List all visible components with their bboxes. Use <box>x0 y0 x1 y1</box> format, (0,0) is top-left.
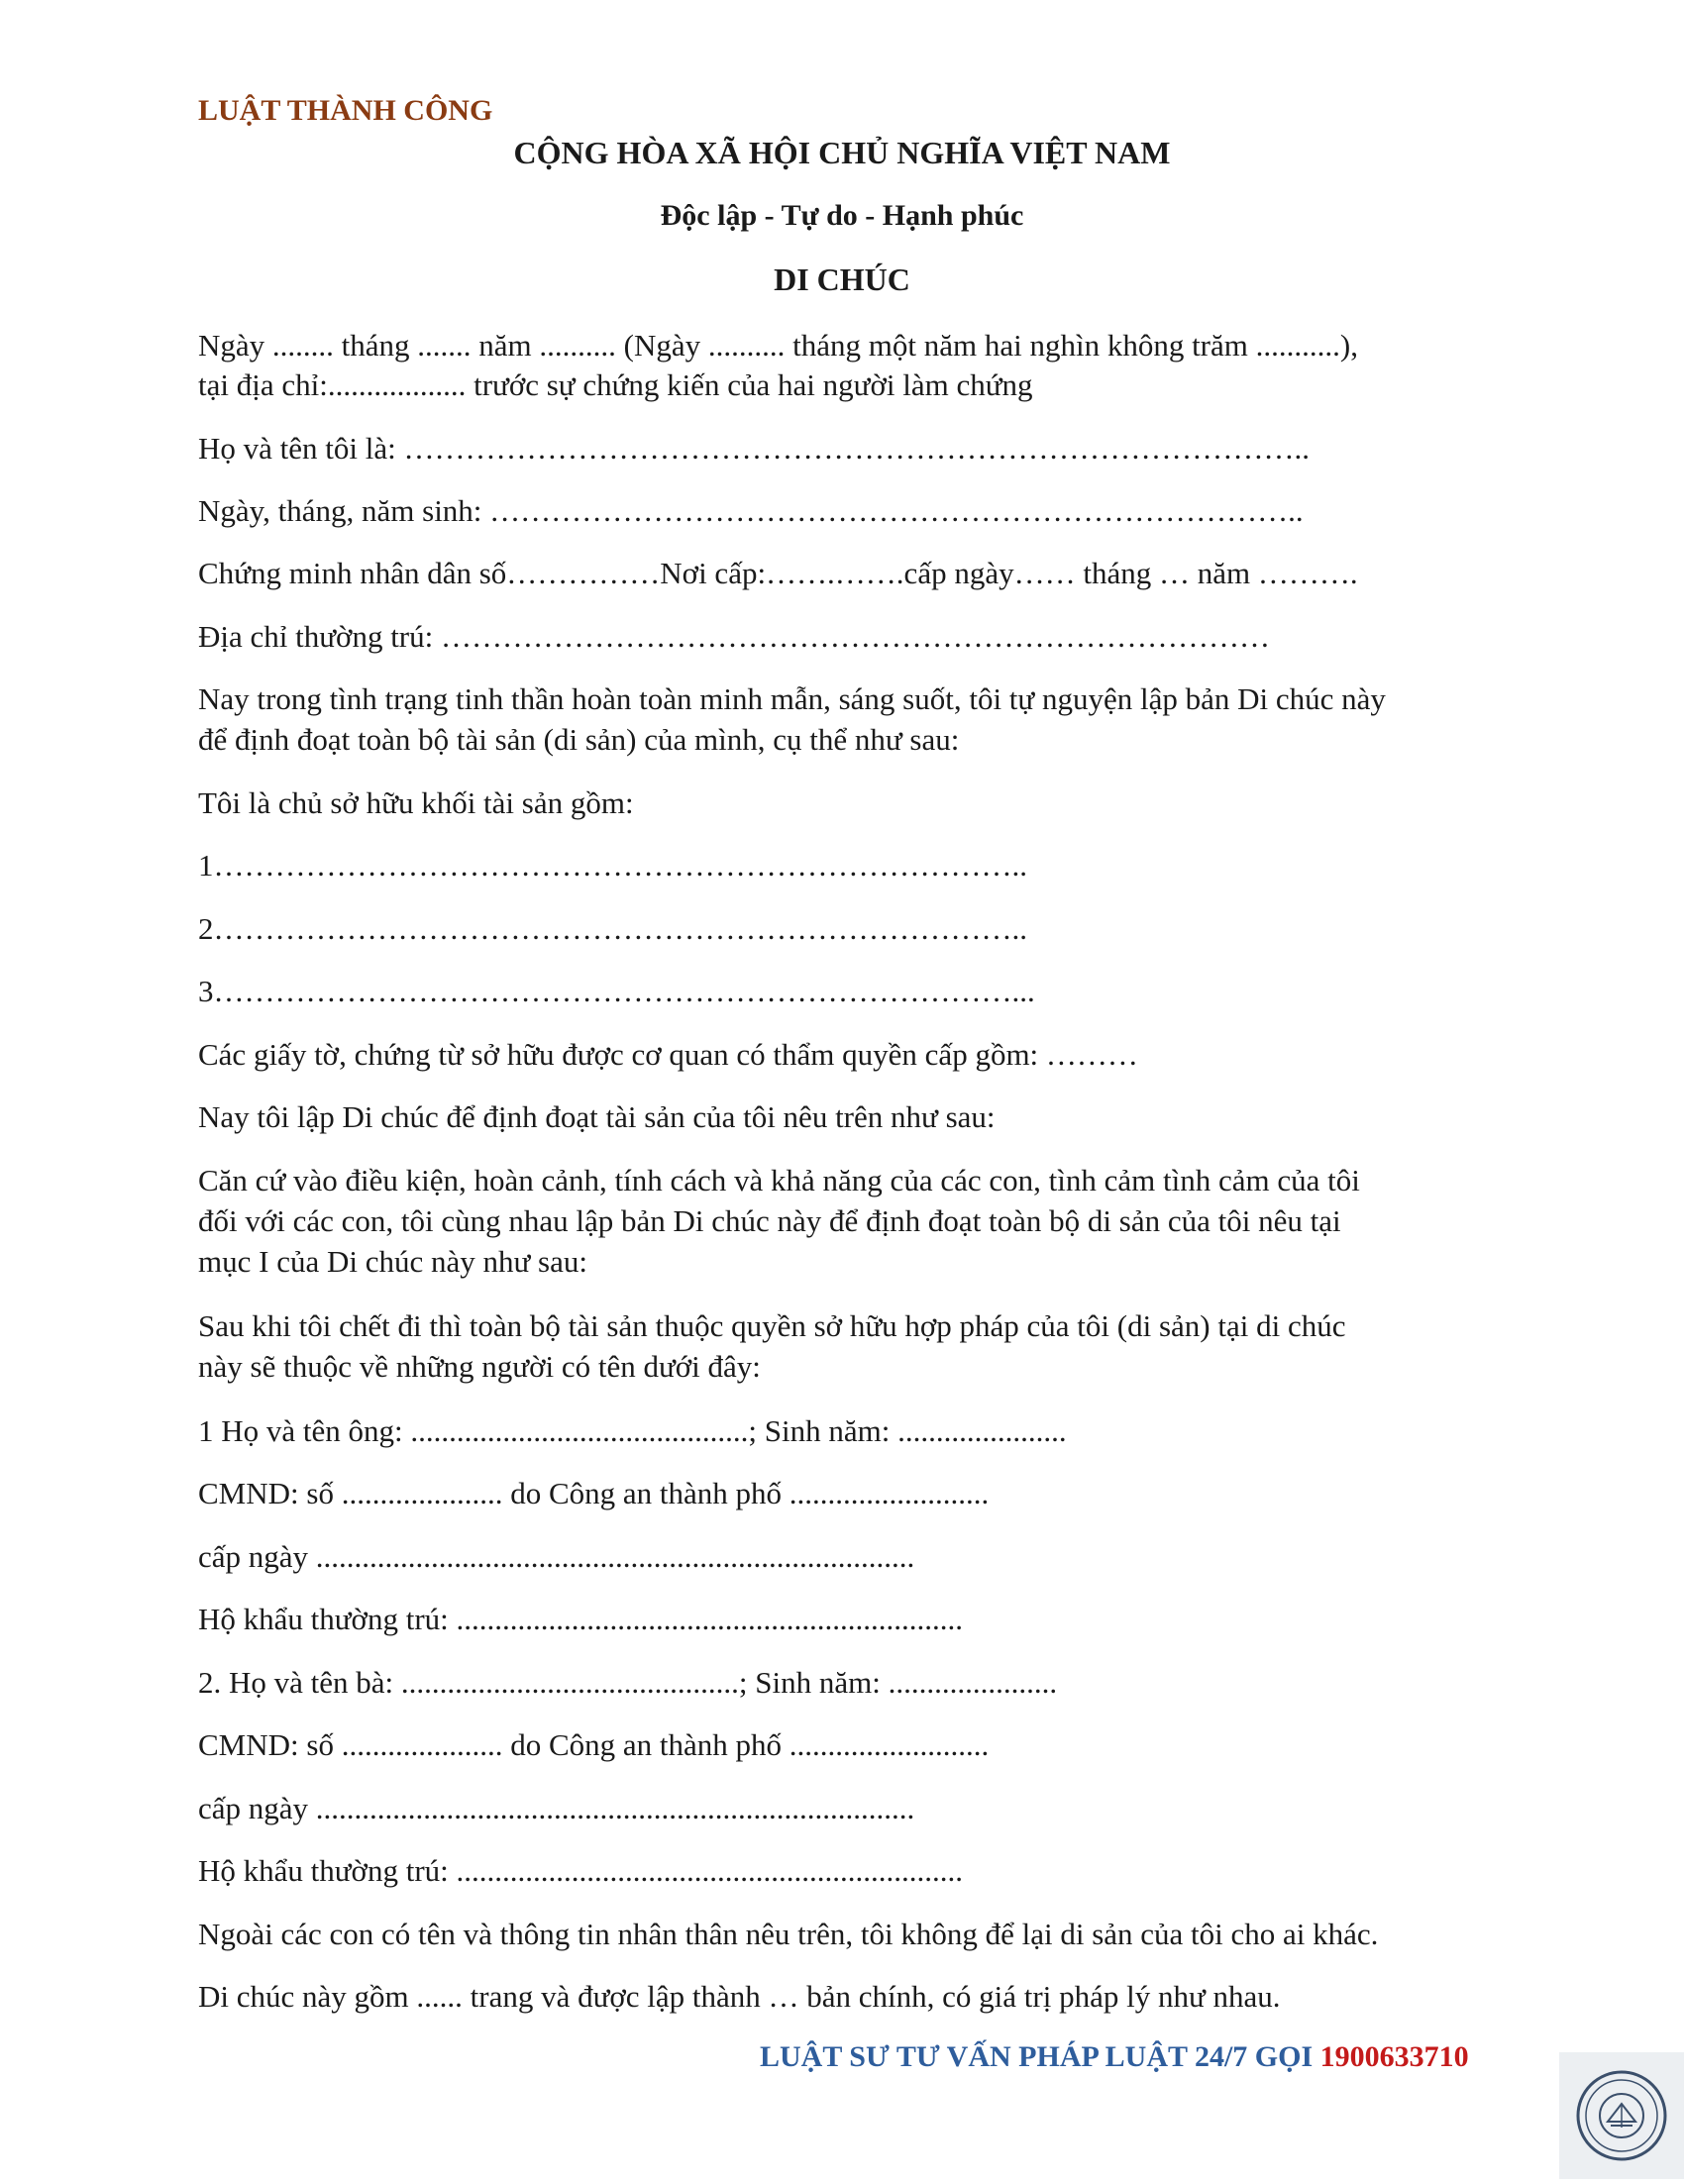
hotline-phone-number[interactable]: 1900633710 <box>1319 2040 1469 2073</box>
documents-line: Các giấy tờ, chứng từ sở hữu được cơ quan có thẩm quyền cấp gồm: ……… <box>198 1037 1138 1072</box>
brand-name: LUẬT THÀNH CÔNG <box>198 94 493 127</box>
asset-item-1: 1…………………………………………………………………….. <box>198 848 1027 883</box>
id-card-line: Chứng minh nhân dân số……………Nơi cấp:…….…….cấp ngày…… tháng … năm ………. <box>198 556 1358 590</box>
assets-intro: Tôi là chủ sở hữu khối tài sản gồm: <box>198 785 634 820</box>
notary-seal <box>1559 2052 1684 2179</box>
copies-line: Di chúc này gồm ...... trang và được lập thành … bản chính, có giá trị pháp lý như nhau. <box>198 1979 1281 2014</box>
intro-line-1: Nay trong tình trạng tinh thần hoàn toàn minh mẫn, sáng suốt, tôi tự nguyện lập bản Di chúc này <box>198 681 1386 716</box>
heir-2-household: Hộ khẩu thường trú: .................................................................. <box>198 1853 964 1888</box>
disposition-intro: Nay tôi lập Di chúc để định đoạt tài sản của tôi nêu trên như sau: <box>198 1099 996 1134</box>
basis-line-1: Căn cứ vào điều kiện, hoàn cảnh, tính cách và khả năng của các con, tình cảm tình cảm của tôi <box>198 1163 1360 1197</box>
heir-1-id: CMND: số ..................... do Công an thành phố .......................... <box>198 1476 990 1510</box>
after-death-line-1: Sau khi tôi chết đi thì toàn bộ tài sản thuộc quyền sở hữu hợp pháp của tôi (di sản) tại di chúc <box>198 1308 1346 1343</box>
address-line: Địa chỉ thường trú: ……………………………………………………………………… <box>198 619 1270 654</box>
full-name-line: Họ và tên tôi là: …………………………………………………………………………….. <box>198 431 1310 466</box>
heir-1-name: 1 Họ và tên ông: ............................................; Sinh năm: ...................... <box>198 1413 1067 1448</box>
country-name: CỘNG HÒA XÃ HỘI CHỦ NGHĨA VIỆT NAM <box>513 135 1171 170</box>
birth-date-line: Ngày, tháng, năm sinh: …………………………………………………………………….. <box>198 493 1304 528</box>
national-motto: Độc lập - Tự do - Hạnh phúc <box>660 199 1024 232</box>
asset-item-3: 3……………………………………………………………………... <box>198 974 1035 1008</box>
basis-line-3: mục I của Di chúc này như sau: <box>198 1244 587 1279</box>
exclusion-line: Ngoài các con có tên và thông tin nhân thân nêu trên, tôi không để lại di sản của tôi cho ai khác. <box>198 1917 1379 1951</box>
date-line-2: tại địa chỉ:.................. trước sự chứng kiến của hai người làm chứng <box>198 367 1033 402</box>
notary-seal-icon <box>1559 2052 1684 2179</box>
after-death-line-2: này sẽ thuộc về những người có tên dưới đây: <box>198 1349 761 1384</box>
date-line-1: Ngày ........ tháng ....... năm .......... (Ngày .......... tháng một năm hai nghìn không trăm ...........), <box>198 328 1358 363</box>
document-title: DI CHÚC <box>774 261 910 297</box>
heir-2-name: 2. Họ và tên bà: ............................................; Sinh năm: ...................... <box>198 1665 1058 1700</box>
basis-line-2: đối với các con, tôi cùng nhau lập bản Di chúc này để định đoạt toàn bộ di sản của tôi nêu tại <box>198 1203 1341 1238</box>
intro-line-2: để định đoạt toàn bộ tài sản (di sản) của mình, cụ thể như sau: <box>198 722 960 757</box>
heir-2-issue-date: cấp ngày .............................................................................. <box>198 1791 915 1825</box>
heir-1-issue-date: cấp ngày .............................................................................. <box>198 1539 915 1574</box>
hotline-label: LUẬT SƯ TƯ VẤN PHÁP LUẬT 24/7 GỌI <box>760 2040 1320 2073</box>
heir-1-household: Hộ khẩu thường trú: .................................................................. <box>198 1602 964 1636</box>
asset-item-2: 2…………………………………………………………………….. <box>198 911 1027 946</box>
hotline-note <box>760 2040 1469 2074</box>
heir-2-id: CMND: số ..................... do Công an thành phố .......................... <box>198 1727 990 1762</box>
